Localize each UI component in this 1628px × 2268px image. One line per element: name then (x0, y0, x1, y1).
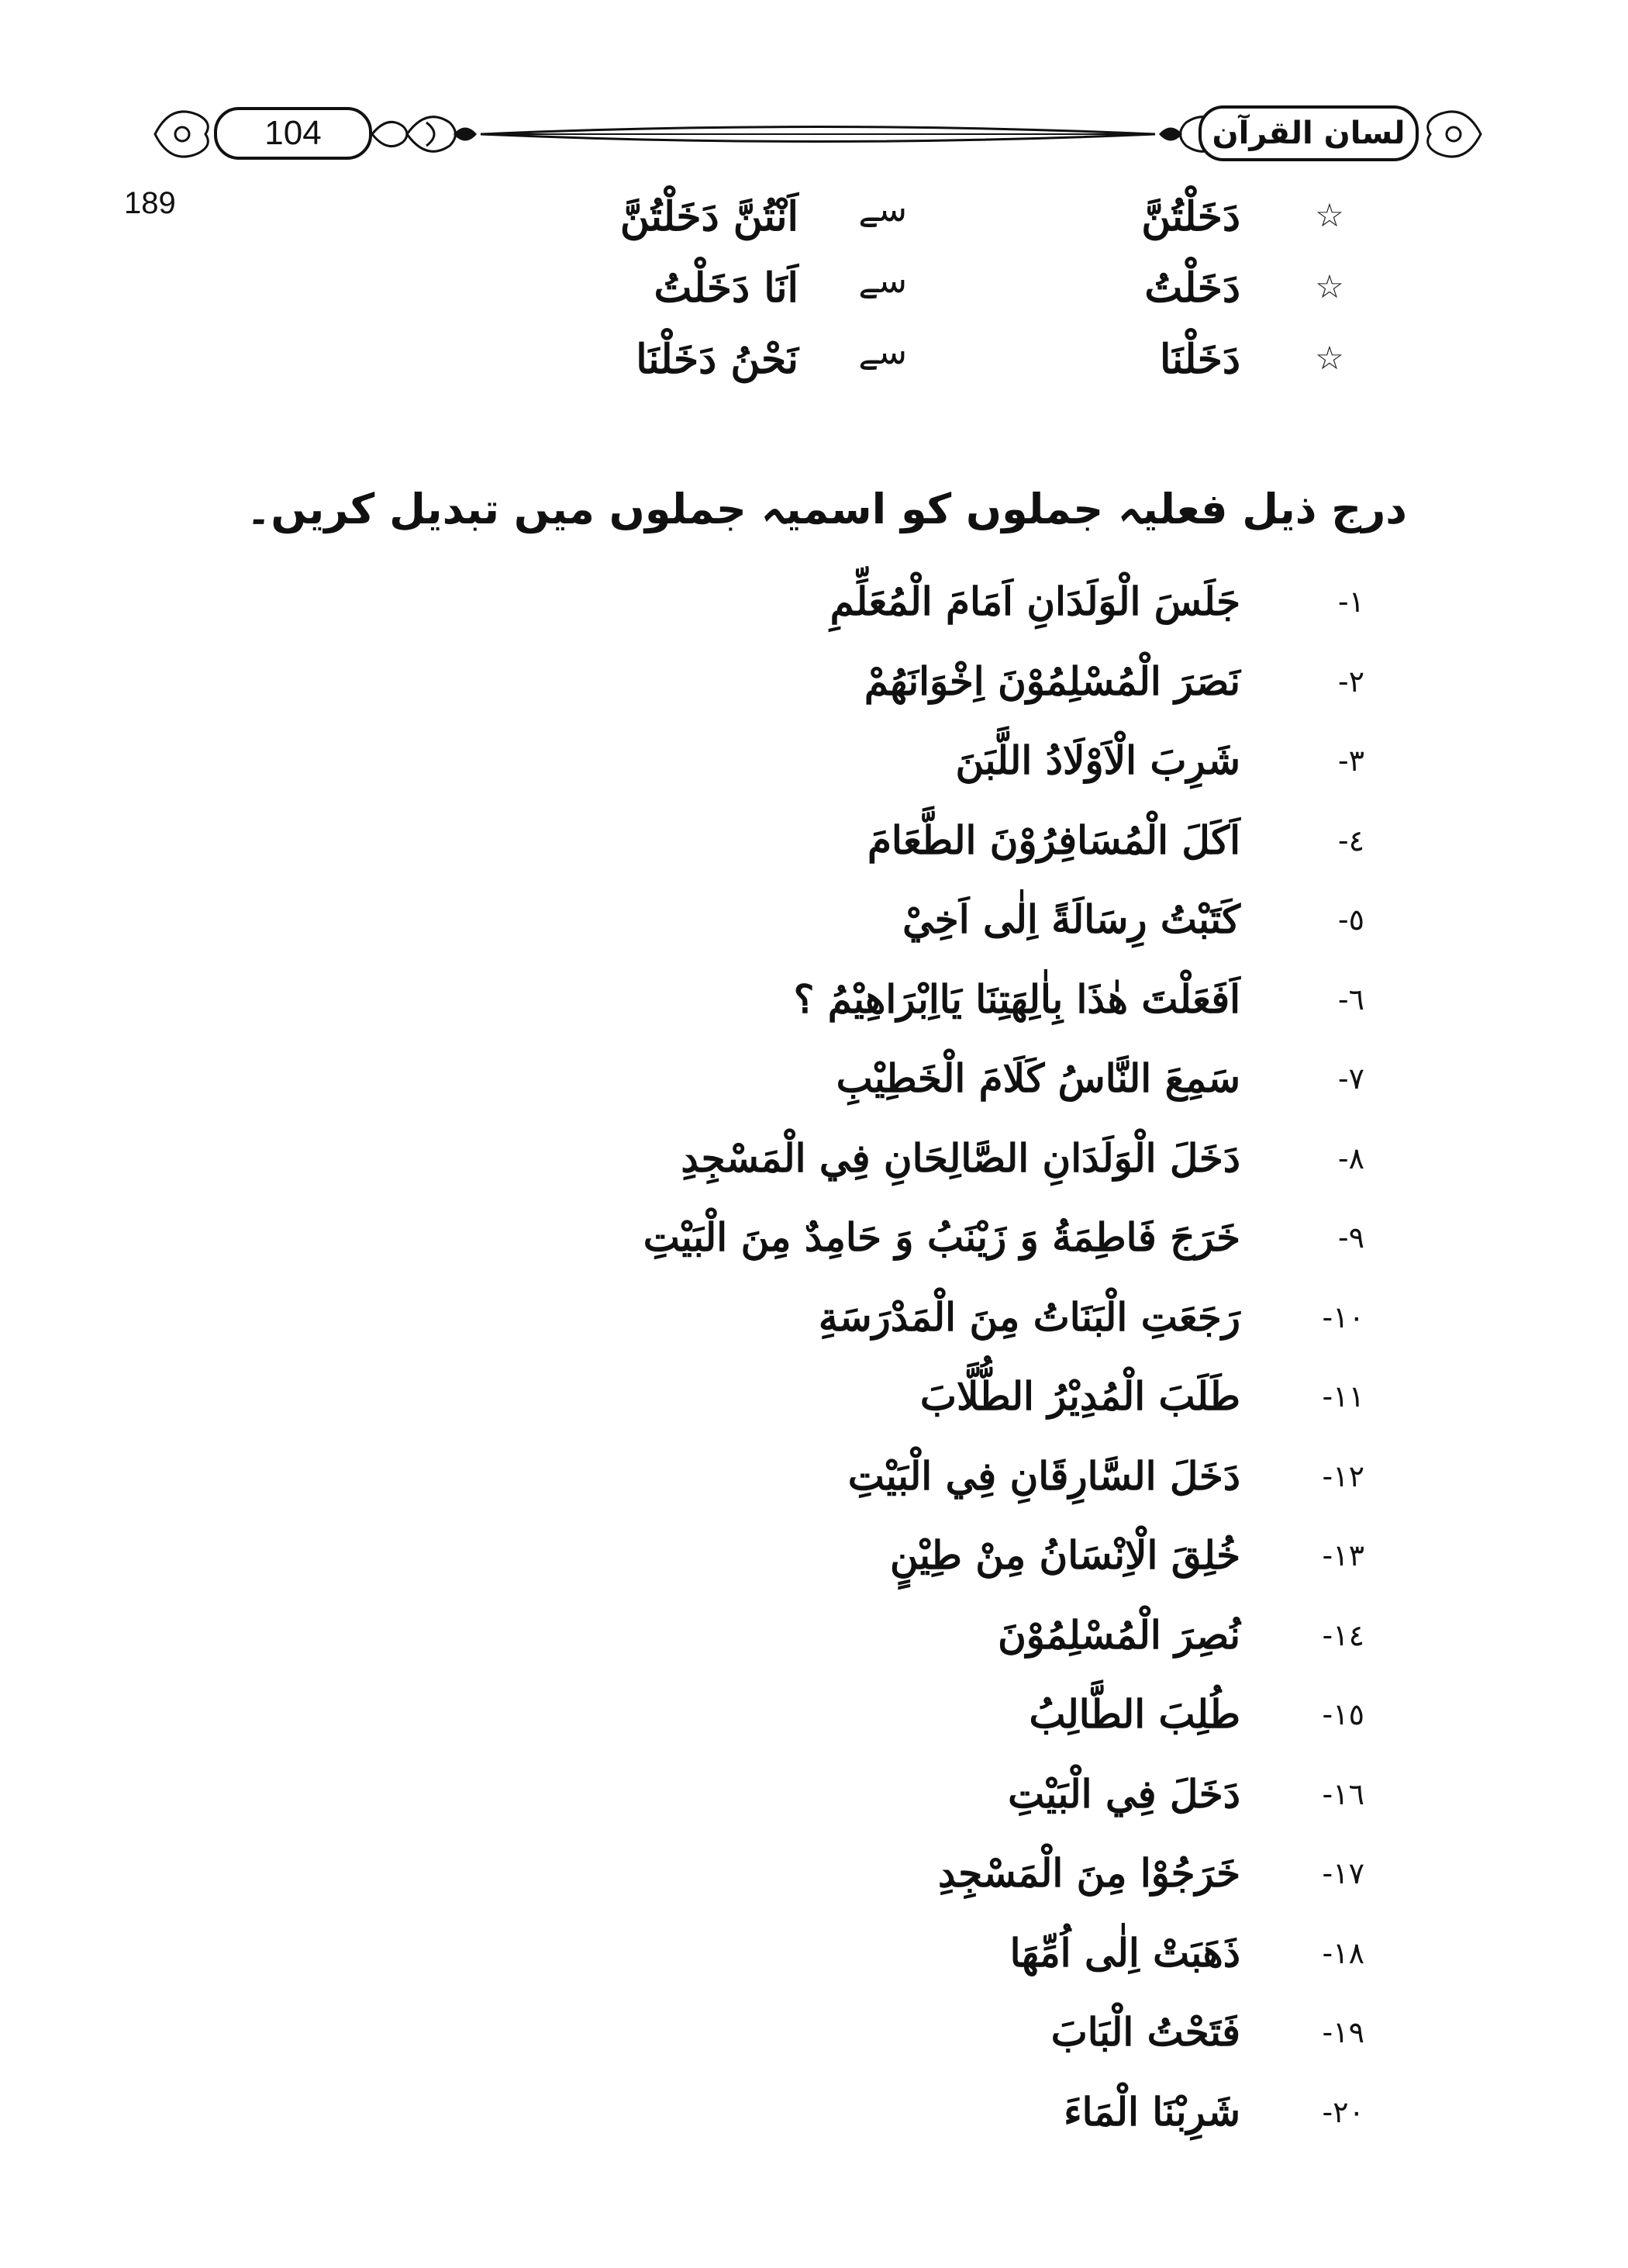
item-sentence: شَرِبَ الْاَوْلَادُ اللَّبَنَ (955, 737, 1240, 783)
list-item (0, 892, 1628, 972)
item-number: ١- (1337, 585, 1364, 619)
example-full-form: اَنْتُنَّ دَخَلْتُنَّ (619, 193, 798, 240)
item-number: ٥- (1337, 903, 1364, 937)
item-number: ٩- (1337, 1220, 1364, 1255)
example-full-form: اَنَا دَخَلْتُ (654, 264, 798, 312)
item-sentence: ذَهَبَتْ اِلٰى اُمِّهَا (1009, 1929, 1240, 1976)
item-sentence: نُصِرَ الْمُسْلِمُوْنَ (998, 1611, 1240, 1658)
page-header (147, 91, 1488, 177)
list-item (0, 1369, 1628, 1448)
list-item (0, 1607, 1628, 1687)
item-sentence: دَخَلَ السَّارِقَانِ فِي الْبَيْتِ (847, 1452, 1240, 1499)
example-row (0, 190, 1628, 261)
list-item (0, 1051, 1628, 1131)
item-sentence: سَمِعَ النَّاسُ كَلَامَ الْخَطِيْبِ (836, 1055, 1240, 1101)
item-number: ١٣- (1322, 1538, 1364, 1572)
item-sentence: فَتَحْتُ الْبَابَ (1050, 2009, 1240, 2055)
page-number: 104 (264, 114, 322, 152)
exercise-list (0, 574, 1628, 2163)
item-sentence: رَجَعَتِ الْبَنَاتُ مِنَ الْمَدْرَسَةِ (818, 1293, 1240, 1340)
item-sentence: جَلَسَ الْوَلَدَانِ اَمَامَ الْمُعَلِّمِ (830, 578, 1240, 624)
example-verb: دَخَلْنَا (1159, 336, 1240, 383)
item-number: ٤- (1337, 823, 1364, 858)
list-item (0, 1289, 1628, 1369)
item-number: ٣- (1337, 744, 1364, 778)
item-number: ٦- (1337, 982, 1364, 1017)
item-number: ١٨- (1322, 1935, 1364, 1970)
conjugation-examples (0, 190, 1628, 404)
item-number: ١٧- (1322, 1856, 1364, 1890)
item-sentence: اَكَلَ الْمُسَافِرُوْنَ الطَّعَامَ (867, 816, 1240, 863)
star-bullet-icon: ☆ (1315, 339, 1344, 377)
list-item (0, 1766, 1628, 1846)
list-item (0, 1845, 1628, 1925)
list-item (0, 1210, 1628, 1289)
example-connector: سے (858, 261, 907, 301)
star-bullet-icon: ☆ (1315, 268, 1344, 306)
item-number: ١١- (1322, 1379, 1364, 1414)
example-verb: دَخَلْتُنَّ (1141, 193, 1240, 240)
item-sentence: خَرَجَ فَاطِمَةُ وَ زَيْنَبُ وَ حَامِدٌ مِنَ الْبَيْتِ (643, 1214, 1240, 1260)
list-item (0, 972, 1628, 1051)
exercise-instruction: درج ذیل فعلیہ جملوں کو اسمیہ جملوں میں تبدیل کریں۔ (246, 485, 1407, 533)
item-number: ١٩- (1322, 2015, 1364, 2049)
item-sentence: خَرَجُوْا مِنَ الْمَسْجِدِ (938, 1850, 1240, 1896)
item-number: ١٥- (1322, 1697, 1364, 1731)
list-item (0, 813, 1628, 892)
book-title: لسان القرآن (1212, 116, 1406, 151)
list-item (0, 1528, 1628, 1607)
item-sentence: طُلِبَ الطَّالِبُ (1029, 1691, 1240, 1737)
margin-reference-number: 189 (124, 186, 176, 220)
list-item (0, 1925, 1628, 2005)
list-item (0, 733, 1628, 813)
item-number: ٢٠- (1322, 2094, 1364, 2129)
item-number: ١٦- (1322, 1776, 1364, 1811)
list-item (0, 2084, 1628, 2164)
item-number: ١٤- (1322, 1617, 1364, 1652)
list-item (0, 1686, 1628, 1766)
item-number: ٧- (1337, 1062, 1364, 1096)
list-item (0, 1448, 1628, 1528)
item-sentence: كَتَبْتُ رِسَالَةً اِلٰى اَخِيْ (902, 896, 1240, 942)
example-row (0, 261, 1628, 333)
item-sentence: نَصَرَ الْمُسْلِمُوْنَ اِخْوَانَهُمْ (864, 658, 1240, 704)
example-verb: دَخَلْتُ (1144, 264, 1240, 312)
item-sentence: شَرِبْنَا الْمَاءَ (1064, 2088, 1240, 2135)
example-row (0, 333, 1628, 404)
item-sentence: اَفَعَلْتَ هٰذَا بِاٰلِهَتِنَا يَااِبْرَاهِيْمُ ؟ (793, 975, 1240, 1022)
item-number: ٢- (1337, 664, 1364, 699)
item-number: ١٠- (1322, 1300, 1364, 1334)
list-item (0, 2004, 1628, 2084)
item-sentence: خُلِقَ الْاِنْسَانُ مِنْ طِيْنٍ (889, 1532, 1240, 1578)
item-sentence: طَلَبَ الْمُدِيْرُ الطُّلَّابَ (919, 1373, 1240, 1419)
list-item (0, 654, 1628, 734)
item-number: ١٢- (1322, 1458, 1364, 1493)
item-sentence: دَخَلَ الْوَلَدَانِ الصَّالِحَانِ فِي الْمَسْجِدِ (681, 1134, 1240, 1181)
example-full-form: نَحْنُ دَخَلْنَا (636, 336, 798, 383)
list-item (0, 1131, 1628, 1210)
example-connector: سے (858, 190, 907, 230)
star-bullet-icon: ☆ (1315, 196, 1344, 234)
list-item (0, 574, 1628, 654)
item-number: ٨- (1337, 1141, 1364, 1175)
example-connector: سے (858, 333, 907, 372)
item-sentence: دَخَلَ فِي الْبَيْتِ (1008, 1770, 1240, 1817)
